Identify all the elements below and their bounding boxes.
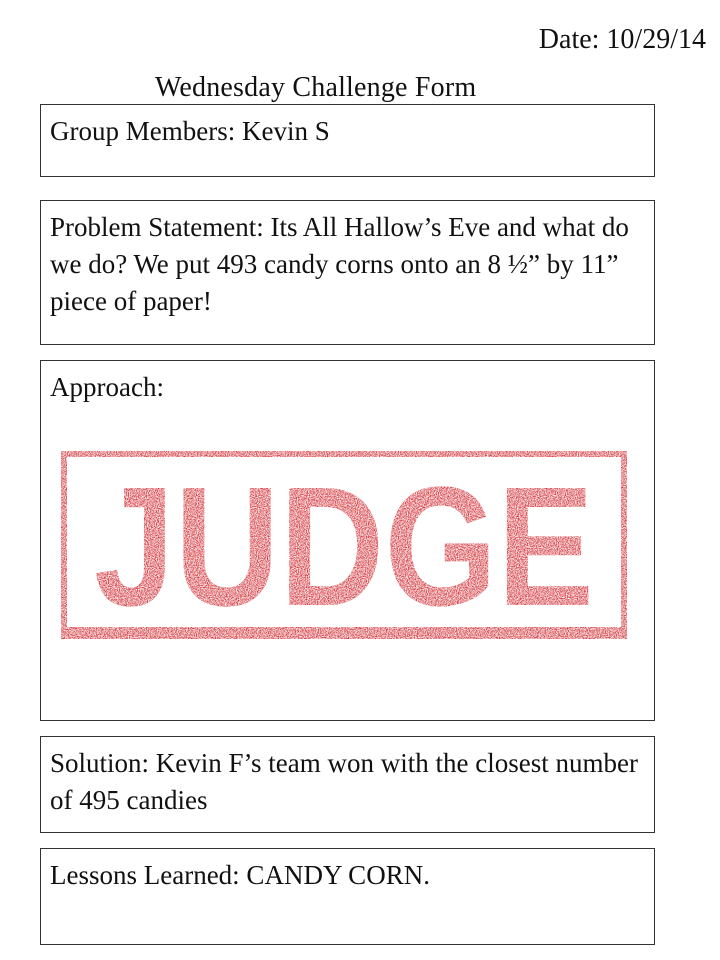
solution-text: Solution: Kevin F’s team won with the closest number of 495 candies (50, 748, 638, 815)
lessons-learned-box (40, 848, 655, 945)
lessons-learned-text: Lessons Learned: CANDY CORN. (50, 860, 430, 890)
group-members-box (40, 104, 655, 177)
problem-statement-text: Problem Statement: Its All Hallow’s Eve and what do we do? We put 493 candy corns onto an 8 ½” by 11” piece of paper! (50, 212, 629, 316)
judge-stamp-image (53, 443, 645, 643)
solution-box (40, 736, 655, 833)
date-label: Date: 10/29/14 (538, 24, 706, 55)
problem-statement-box (40, 200, 655, 345)
group-members-text: Group Members: Kevin S (50, 116, 330, 146)
approach-box (40, 360, 655, 721)
stamp-text: JUDGE (94, 452, 594, 642)
form-title: Wednesday Challenge Form (155, 72, 477, 103)
approach-label: Approach: (50, 372, 164, 402)
